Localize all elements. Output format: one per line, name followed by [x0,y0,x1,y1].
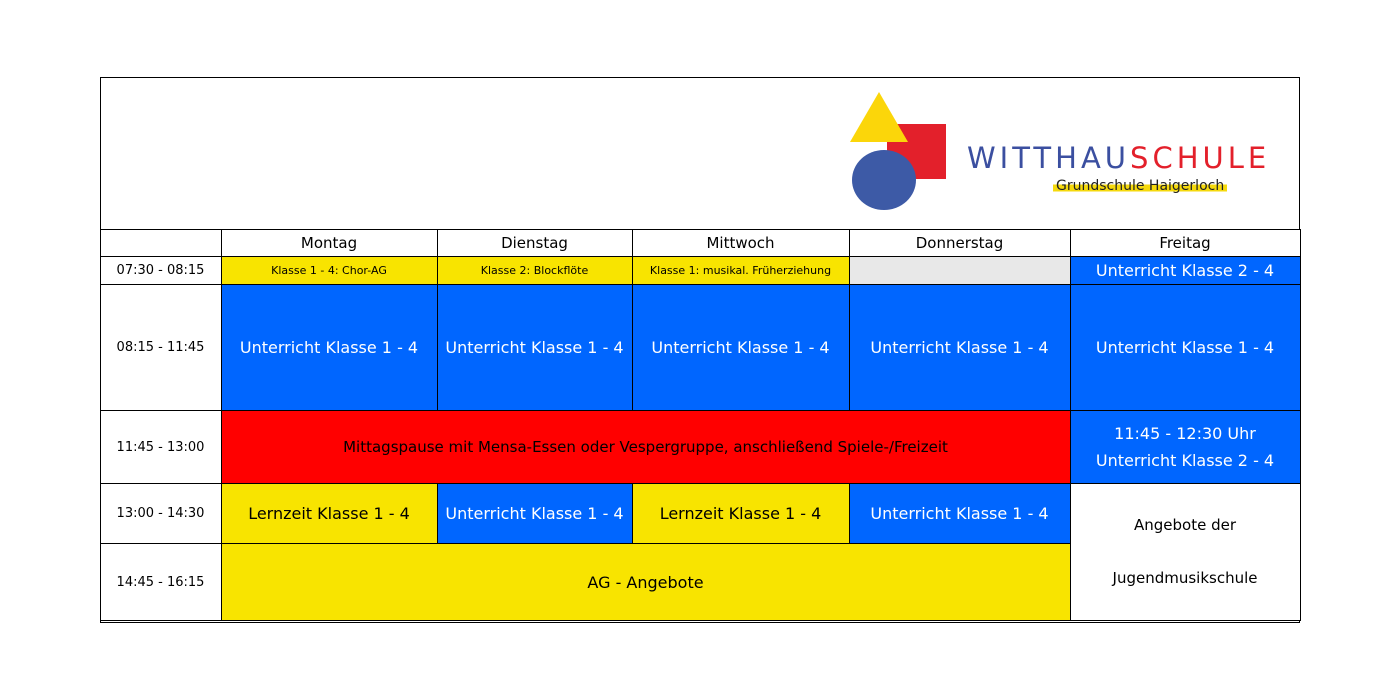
slot-early-monday: Klasse 1 - 4: Chor-AG [221,257,437,285]
header-area [101,78,1299,230]
timetable [100,229,1301,621]
slot-early-thursday [849,257,1070,285]
slot-morning-tuesday: Unterricht Klasse 1 - 4 [437,285,632,411]
time-label: 07:30 - 08:15 [100,257,221,285]
slot-morning-wednesday: Unterricht Klasse 1 - 4 [632,285,849,411]
day-header-thursday: Donnerstag [849,230,1070,257]
timetable-row-morning [100,285,1300,411]
school-logo [849,90,1269,215]
day-header-row [100,230,1300,257]
jms-line1: Angebote der [1133,516,1236,534]
slot-early-tuesday: Klasse 2: Blockflöte [437,257,632,285]
lunch-friday-lesson: Unterricht Klasse 2 - 4 [1095,451,1275,470]
timetable-row-afternoon [100,484,1300,544]
time-label: 14:45 - 16:15 [100,544,221,621]
time-label: 08:15 - 11:45 [100,285,221,411]
logo-shapes-icon [849,90,959,215]
slot-afternoon-tuesday: Unterricht Klasse 1 - 4 [437,484,632,544]
slot-afternoon-wednesday: Lernzeit Klasse 1 - 4 [632,484,849,544]
day-header-monday: Montag [221,230,437,257]
slot-ag-angebote: AG - Angebote [221,544,1070,621]
day-header-tuesday: Dienstag [437,230,632,257]
logo-title: WITTHAUSCHULE [967,141,1271,175]
logo-subtitle: Grundschule Haigerloch [1053,179,1227,193]
slot-morning-friday: Unterricht Klasse 1 - 4 [1070,285,1300,411]
slot-early-friday: Unterricht Klasse 2 - 4 [1070,257,1300,285]
slot-afternoon-monday: Lernzeit Klasse 1 - 4 [221,484,437,544]
corner-cell [100,230,221,257]
slot-early-wednesday: Klasse 1: musikal. Früherziehung [632,257,849,285]
timetable-sheet [100,77,1300,623]
day-header-friday: Freitag [1070,230,1300,257]
slot-lunch-break: Mittagspause mit Mensa-Essen oder Vespergruppe, anschließend Spiele-/Freizeit [221,411,1070,484]
timetable-row-early [100,257,1300,285]
slot-afternoon-thursday: Unterricht Klasse 1 - 4 [849,484,1070,544]
slot-morning-thursday: Unterricht Klasse 1 - 4 [849,285,1070,411]
day-header-wednesday: Mittwoch [632,230,849,257]
slot-friday-jugendmusikschule [1070,484,1300,621]
time-label: 13:00 - 14:30 [100,484,221,544]
slot-morning-monday: Unterricht Klasse 1 - 4 [221,285,437,411]
jms-line2: Jugendmusikschule [1112,569,1258,587]
lunch-friday-time: 11:45 - 12:30 Uhr [1114,424,1256,443]
slot-lunch-friday [1070,411,1300,484]
time-label: 11:45 - 13:00 [100,411,221,484]
timetable-row-lunch [100,411,1300,484]
